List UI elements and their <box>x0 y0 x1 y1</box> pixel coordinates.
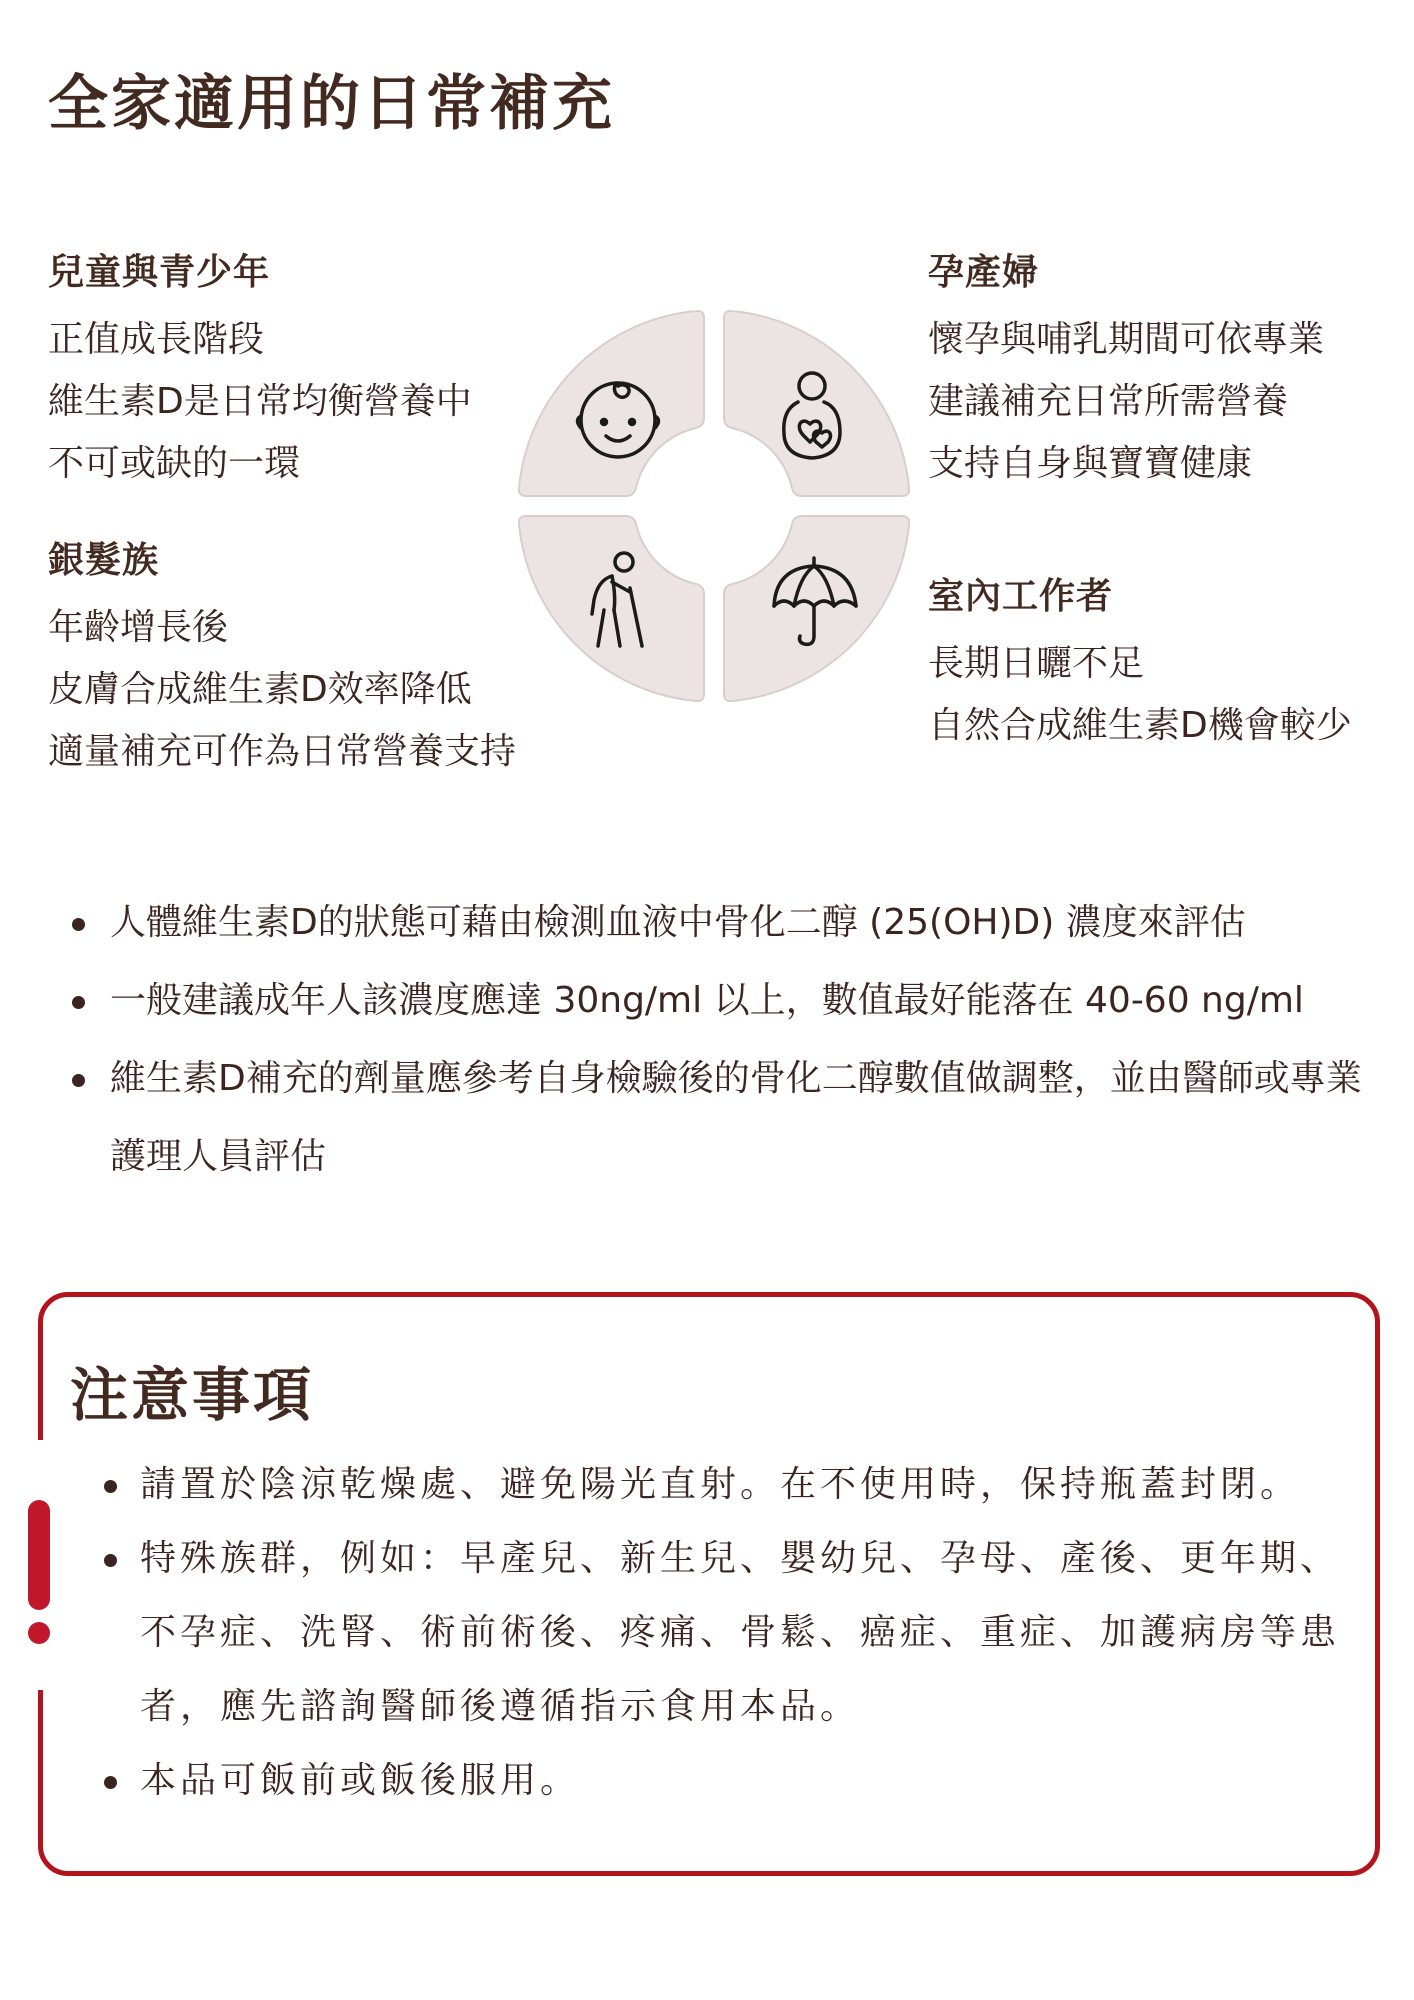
group-heading: 銀髮族 <box>48 540 160 581</box>
group-heading: 孕產婦 <box>928 252 1040 293</box>
group-heading: 兒童與青少年 <box>48 252 271 293</box>
donut-segment-bottom-right <box>724 516 909 701</box>
exclamation-icon <box>28 1500 50 1610</box>
group-children <box>48 244 472 495</box>
group-line: 支持自身與寶寶健康 <box>928 443 1253 484</box>
list-item: 一般建議成年人該濃度應達 30ng/ml 以上，數值最好能落在 40-60 ng/ml <box>64 962 1364 1040</box>
list-item: 特殊族群，例如：早產兒、新生兒、嬰幼兒、孕母、產後、更年期、不孕症、洗腎、術前術後、疼痛、骨鬆、癌症、重症、加護病房等患者，應先諮詢醫師後遵循指示食用本品。 <box>96 1522 1358 1744</box>
group-line: 年齡增長後 <box>48 607 229 648</box>
facts-list <box>64 884 1364 1196</box>
group-line: 適量補充可作為日常營養支持 <box>48 731 517 772</box>
list-item: 維生素D補充的劑量應參考自身檢驗後的骨化二醇數值做調整，並由醫師或專業護理人員評估 <box>64 1040 1364 1196</box>
list-item: 本品可飯前或飯後服用。 <box>96 1744 1358 1818</box>
donut-segment-top-right <box>724 311 909 496</box>
list-item: 請置於陰涼乾燥處、避免陽光直射。在不使用時，保持瓶蓋封閉。 <box>96 1448 1358 1522</box>
group-line: 自然合成維生素D機會較少 <box>928 705 1352 746</box>
group-line: 建議補充日常所需營養 <box>928 381 1289 422</box>
list-item: 人體維生素D的狀態可藉由檢測血液中骨化二醇 (25(OH)D) 濃度來評估 <box>64 884 1364 962</box>
group-line: 正值成長階段 <box>48 319 265 360</box>
group-senior <box>48 532 516 783</box>
group-pregnant <box>928 244 1324 495</box>
group-line: 皮膚合成維生素D效率降低 <box>48 669 472 710</box>
group-indoor-worker <box>928 568 1352 757</box>
group-line: 不可或缺的一環 <box>48 443 301 484</box>
donut-segment-bottom-left <box>519 516 704 701</box>
notice-title: 注意事項 <box>70 1361 315 1429</box>
group-heading: 室內工作者 <box>928 576 1114 617</box>
group-line: 懷孕與哺乳期間可依專業 <box>928 319 1325 360</box>
donut-segment-top-left <box>519 311 704 496</box>
group-line: 維生素D是日常均衡營養中 <box>48 381 472 422</box>
notice-list <box>96 1448 1358 1818</box>
group-line: 長期日曬不足 <box>928 643 1145 684</box>
page-title: 全家適用的日常補充 <box>48 69 615 139</box>
population-donut-diagram <box>518 310 910 702</box>
exclamation-icon-dot <box>28 1622 50 1644</box>
